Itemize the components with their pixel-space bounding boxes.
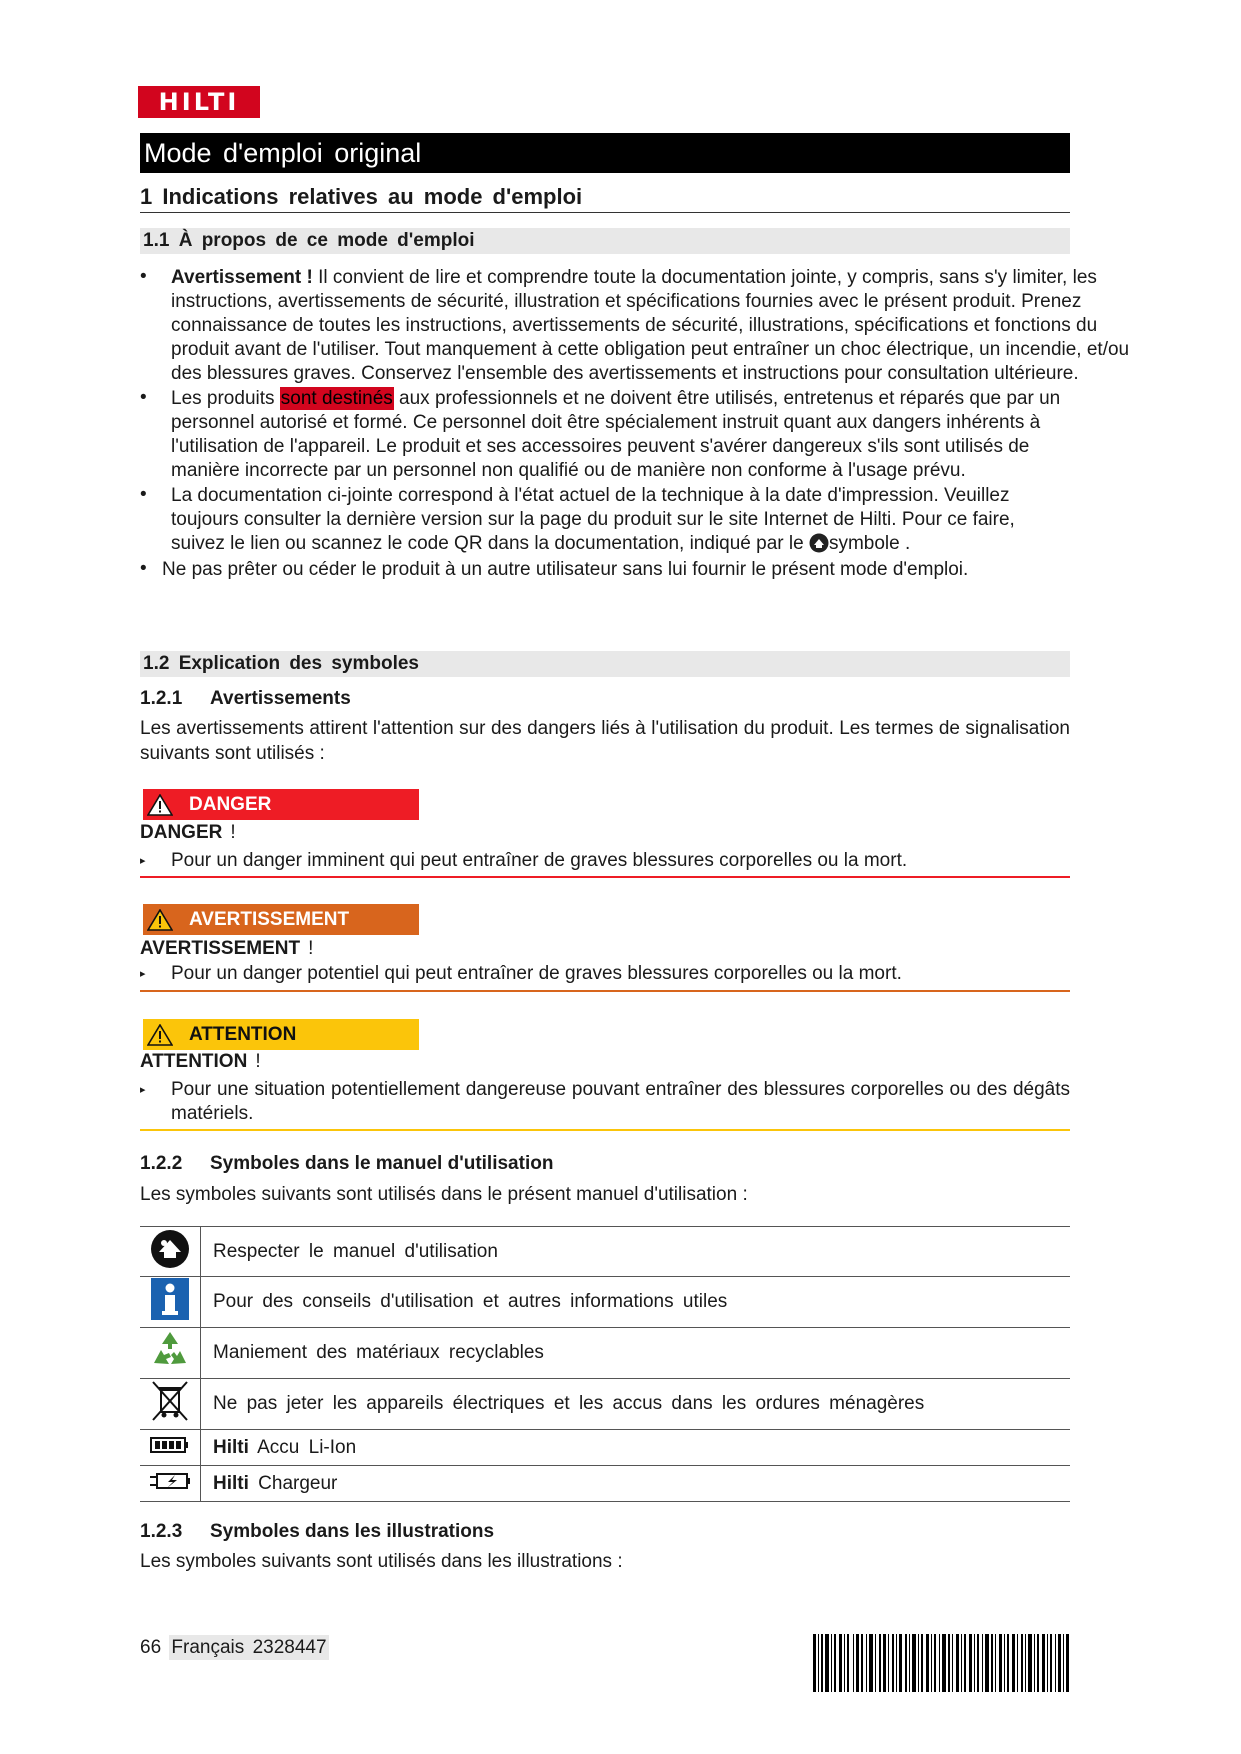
danger-label bbox=[140, 822, 236, 844]
heading-number: 1.2.3 bbox=[140, 1521, 183, 1542]
icon-cell bbox=[140, 1227, 201, 1277]
badge-label: AVERTISSEMENT bbox=[189, 908, 350, 930]
symbol-description bbox=[201, 1328, 1071, 1379]
bullet-mark: • bbox=[140, 266, 147, 287]
warning-triangle-icon bbox=[147, 794, 173, 816]
table-row bbox=[140, 1379, 1070, 1430]
bullet-mark: • bbox=[140, 387, 147, 408]
warning-triangle-icon bbox=[147, 909, 173, 931]
footer-language-doc bbox=[169, 1635, 328, 1660]
manual-icon bbox=[809, 533, 829, 553]
symbol-text: Respecter le manuel d'utilisation bbox=[213, 1240, 498, 1262]
warning-label bbox=[140, 938, 313, 960]
page-title: Mode d'emploi original bbox=[140, 133, 1070, 173]
heading-title: Symboles dans les illustrations bbox=[210, 1521, 495, 1542]
section-1-2-heading: 1.2 Explication des symboles bbox=[140, 651, 1070, 677]
signal-excl: ! bbox=[255, 1051, 261, 1072]
table-row bbox=[140, 1466, 1070, 1502]
warning-divider bbox=[140, 990, 1070, 992]
symbol-description bbox=[201, 1379, 1071, 1430]
warning-badge bbox=[143, 904, 419, 935]
description-text: Pour un danger potentiel qui peut entraîner de graves blessures corporelles ou la mort. bbox=[171, 963, 902, 984]
symbol-text: Pour des conseils d'utilisation et autres informations utiles bbox=[213, 1291, 728, 1312]
list-item bbox=[140, 387, 1130, 483]
list-item bbox=[140, 558, 1130, 582]
symbol-description bbox=[201, 1277, 1071, 1328]
danger-badge bbox=[143, 789, 419, 820]
heading-title: Avertissements bbox=[210, 688, 351, 709]
text-post: aux professionnels et ne doivent être utilisés, entretenus et réparés que par un personnel autorisé et formé. Ce personnel doit être spécialement instruit quant aux dangers inhérents à l'utilisation de l'appareil. Le produit et ses accessoires peuvent s'avérer dangereux s'ils sont utilisés de manière incorrecte par un personnel non qualifié ou de manière non conforme à l'usage prévu. bbox=[171, 388, 1061, 481]
arrow-icon: ▸ bbox=[140, 1084, 146, 1096]
section-1-2-2-heading bbox=[140, 1153, 553, 1175]
symbol-bold: Hilti bbox=[213, 1436, 249, 1458]
bullet-mark: • bbox=[140, 484, 147, 505]
danger-description bbox=[140, 849, 1070, 873]
table-row bbox=[140, 1277, 1070, 1328]
badge-label: ATTENTION bbox=[189, 1023, 297, 1045]
icon-cell bbox=[140, 1430, 201, 1466]
warning-text: Il convient de lire et comprendre toute la documentation jointe, y compris, sans s'y limiter, les instructions, avertissements de sécurité, illustration et spécifications fournies avec le présent produit. Prenez connaissance de toutes les instructions, avertissements de sécurité, illustrations, spécifications et fonctions du produit avant de l'utiliser. Tout manquement à cette obligation peut entraîner un choc électrique, un incendie, et/ou des blessures graves. Conservez l'ensemble des avertissements et instructions pour consultation ultérieure. bbox=[171, 267, 1130, 384]
recycle-icon bbox=[149, 1329, 191, 1371]
illustrations-intro: Les symboles suivants sont utilisés dans les illustrations : bbox=[140, 1551, 623, 1572]
symbol-description bbox=[201, 1466, 1071, 1502]
logo-text: HILTI bbox=[158, 88, 240, 116]
arrow-icon: ▸ bbox=[140, 855, 146, 867]
language: Français bbox=[171, 1637, 245, 1658]
caution-badge bbox=[143, 1019, 419, 1050]
table-row bbox=[140, 1430, 1070, 1466]
list-item-text bbox=[171, 387, 1071, 483]
barcode bbox=[813, 1634, 1069, 1692]
signal-word: AVERTISSEMENT bbox=[140, 938, 301, 959]
bullet-list bbox=[140, 266, 1130, 582]
heading-number: 1.2.1 bbox=[140, 688, 183, 709]
page-footer bbox=[140, 1637, 329, 1659]
signal-word: DANGER bbox=[140, 822, 223, 843]
info-icon bbox=[151, 1278, 189, 1320]
bullet-mark: • bbox=[140, 558, 147, 579]
hilti-logo bbox=[138, 86, 260, 118]
symbol-bold: Hilti bbox=[213, 1472, 249, 1494]
arrow-icon: ▸ bbox=[140, 968, 146, 980]
list-item bbox=[140, 484, 1130, 556]
text-post: symbole . bbox=[828, 533, 911, 554]
icon-cell bbox=[140, 1379, 201, 1430]
badge-label: DANGER bbox=[189, 793, 272, 815]
heading-title: Symboles dans le manuel d'utilisation bbox=[210, 1153, 554, 1174]
text-pre: La documentation ci-jointe correspond à l'état actuel de la technique à la date d'impression. Veuillez toujours consulter la dernière version sur la page du produit sur le site Internet de Hilti. Pour ce faire, suivez le lien ou scannez le code QR dans la documentation, indiqué par le bbox=[171, 485, 1015, 554]
warnings-intro: Les avertissements attirent l'attention sur des dangers liés à l'utilisation du produit. Les termes de signalisation suivants sont utilisés : bbox=[140, 718, 1070, 764]
description-text: Pour une situation potentiellement dangereuse pouvant entraîner des blessures corporelles ou des dégâts matériels. bbox=[171, 1079, 1070, 1124]
symbols-intro: Les symboles suivants sont utilisés dans le présent manuel d'utilisation : bbox=[140, 1184, 748, 1205]
description-text: Pour un danger imminent qui peut entraîner de graves blessures corporelles ou la mort. bbox=[171, 850, 908, 871]
section-1-1-heading: 1.1 À propos de ce mode d'emploi bbox=[140, 228, 1070, 254]
caution-description bbox=[140, 1078, 1070, 1126]
heading-number: 1.2.2 bbox=[140, 1153, 183, 1174]
list-item bbox=[140, 266, 1130, 386]
highlighted-text: sont destinés bbox=[280, 388, 393, 409]
section-1-heading: 1 Indications relatives au mode d'emploi bbox=[140, 184, 1070, 213]
icon-cell bbox=[140, 1328, 201, 1379]
warning-triangle-icon bbox=[147, 1024, 173, 1046]
symbol-text: Chargeur bbox=[258, 1472, 338, 1494]
battery-icon bbox=[150, 1435, 190, 1455]
symbols-table bbox=[140, 1226, 1070, 1502]
symbol-text: Ne pas jeter les appareils électriques et les accus dans les ordures ménagères bbox=[213, 1393, 925, 1414]
manual-icon bbox=[150, 1229, 190, 1269]
bin-crossed-icon bbox=[150, 1380, 190, 1422]
text-pre: Les produits bbox=[171, 388, 280, 409]
section-1-2-3-heading bbox=[140, 1521, 494, 1543]
symbol-description bbox=[201, 1430, 1071, 1466]
warning-bold: Avertissement ! bbox=[171, 267, 313, 288]
charger-icon bbox=[149, 1469, 191, 1493]
danger-divider bbox=[140, 876, 1070, 878]
list-item-text: Ne pas prêter ou céder le produit à un autre utilisateur sans lui fournir le présent mode d'emploi. bbox=[162, 559, 969, 580]
signal-excl: ! bbox=[308, 938, 314, 959]
page-number: 66 bbox=[140, 1637, 162, 1658]
symbol-text: Accu Li-Ion bbox=[257, 1436, 357, 1458]
table-row bbox=[140, 1227, 1070, 1277]
caution-label bbox=[140, 1051, 261, 1073]
list-item-text bbox=[171, 266, 1141, 386]
caution-divider bbox=[140, 1129, 1070, 1131]
icon-cell bbox=[140, 1466, 201, 1502]
icon-cell bbox=[140, 1277, 201, 1328]
table-row bbox=[140, 1328, 1070, 1379]
section-1-2-1-heading bbox=[140, 688, 351, 710]
doc-number: 2328447 bbox=[252, 1637, 327, 1658]
symbol-text: Maniement des matériaux recyclables bbox=[213, 1342, 544, 1363]
signal-excl: ! bbox=[230, 822, 236, 843]
symbol-description bbox=[201, 1227, 1071, 1277]
signal-word: ATTENTION bbox=[140, 1051, 248, 1072]
list-item-text bbox=[171, 484, 1071, 556]
warning-description bbox=[140, 962, 1070, 986]
